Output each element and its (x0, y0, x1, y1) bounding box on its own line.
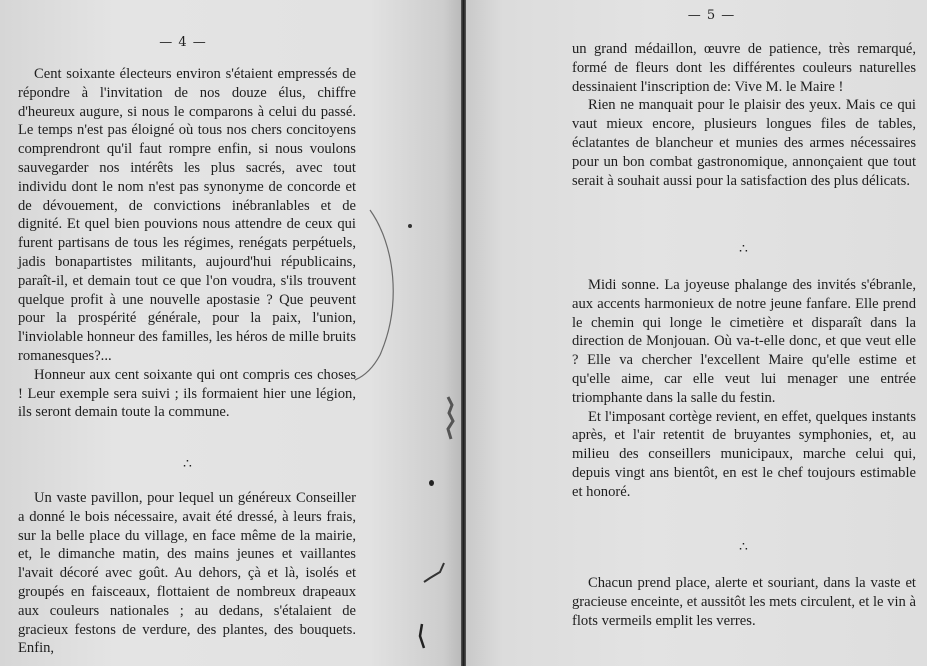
ink-dot-mark (408, 224, 412, 228)
page-number-right: — 5 — (687, 8, 736, 23)
left-page (0, 0, 462, 666)
paragraph: un grand médaillon, œuvre de patience, très remarqué, formé de fleurs dont les différentes couleurs naturelles dessinaient l'inscription de: Vive M. le Maire ! (572, 41, 916, 95)
paragraph: Chacun prend place, alerte et souriant, dans la vaste et gracieuse enceinte, et aussitôt les mets circulent, et le vin à flots vermeils emplit les verres. (572, 575, 916, 629)
section-separator: ∴ (183, 456, 193, 472)
right-text-block-3 (572, 574, 916, 630)
section-separator: ∴ (739, 539, 749, 555)
paragraph: Et l'imposant cortège revient, en effet, quelques instants après, et l'air retentit de bruyantes symphonies, et, au milieu des conseillers municipaux, marche celui qui, depuis vingt ans bientôt, en est le chef toujours estimable et honoré. (572, 408, 916, 500)
paragraph: Rien ne manquait pour le plaisir des yeux. Mais ce qui vaut mieux encore, plusieurs longues files de tables, éclatantes de blancheur et munies des armes nécessaires pour un bon combat gastronomique, annonçaient que tout serait à souhait aussi pour la satisfaction des plus délicats. (572, 97, 916, 189)
paragraph: Cent soixante électeurs environ s'étaient empressés de répondre à l'invitation de nos douze élus, chiffre d'heureux augure, si nous le comparons à celui du passé. Le temps n'est pas éloigné où tous nos chers concitoyens comprendront qu'il faut rompre enfin, si nous voulons sauvegarder nos intérêts les plus sacrés, avec tout individu dont le nom n'est pas synonyme de concorde et de dévouement, de convictions inébranlables et de dignité. Et quel bien pouvions nous attendre de ceux qui furent partisans de tous les régimes, renégats perpétuels, jadis bonapartistes militants, aujourd'hui républicains, paraît-il, et demain tout ce que l'on voudra, s'ils trouvent quelque profit à une nouvelle apostasie ? Que peuvent pour la prospérité générale, pour la paix, l'union, l'inviolable honneur des familles, les héros de mille bruits romanesques?... (18, 66, 356, 364)
left-text-block-1 (18, 65, 356, 422)
ink-stain-mark (420, 560, 450, 590)
section-separator: ∴ (739, 241, 749, 257)
paragraph: Honneur aux cent soixante qui ont compris ces choses ! Leur exemple sera suivi ; ils formaient hier une légion, ils seront demain toute la commune. (18, 366, 356, 421)
right-text-block-2 (572, 276, 916, 502)
ink-stain-mark (412, 622, 432, 652)
ink-stain-mark (440, 395, 460, 445)
paragraph: Un vaste pavillon, pour lequel un généreux Conseiller a donné le bois nécessaire, avait été dressé, à leurs frais, sur la belle place du village, en face même de la mairie, et, le dimanche matin, des mains jeunes et vaillantes l'avait décoré avec goût. Au dehors, çà et là, isolés et groupés en faisceaux, flottaient de nombreux drapeaux aux couleurs nationales ; au dedans, s'étalaient de gracieux festons de verdure, des plantes, des bouquets. Enfin, (18, 490, 356, 657)
page-number-left: — 4 — (159, 35, 207, 50)
left-text-block-2 (18, 489, 356, 658)
paragraph: Midi sonne. La joyeuse phalange des invités s'ébranle, aux accents harmonieux de notre jeune fanfare. Elle prend le chemin qui longe le cimetière et disparaît dans la direction de Monjouan. Où va-t-elle donc, et que veut elle ? Elle va chercher l'excellent Maire qu'elle estime et qu'elle aime, car elle veut lui menager une entrée triomphante dans la salle du festin. (572, 277, 916, 406)
pencil-bracket-mark (340, 205, 410, 385)
ink-dot-mark (429, 480, 434, 486)
right-text-block-1 (572, 40, 916, 190)
right-page (466, 0, 927, 666)
